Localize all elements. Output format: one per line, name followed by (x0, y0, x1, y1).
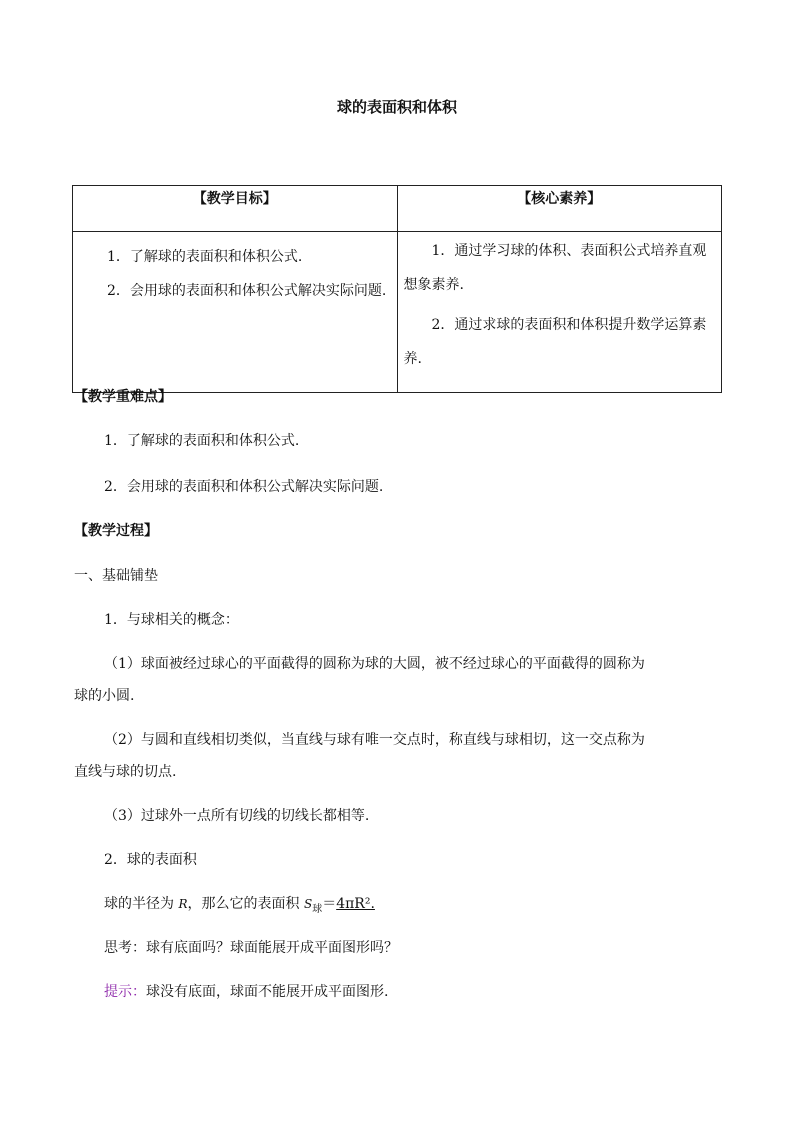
formula-middle-text: ，那么它的表面积 (187, 896, 300, 912)
key-points-heading: 【教学重难点】 (74, 389, 172, 405)
key-point-item: 2．会用球的表面积和体积公式解决实际问题. (104, 479, 384, 495)
hint-label: 提示： (104, 984, 146, 1000)
header-core-literacy-label: 【核心素养】 (517, 191, 602, 207)
table-header-teaching-goals (73, 186, 398, 232)
surface-area-formula (74, 893, 720, 921)
think-question: 思考：球有底面吗？球面能展开成平面图形吗？ (104, 940, 398, 956)
formula-equals: ＝ (322, 896, 337, 912)
concept-paragraph-3: （3）过球外一点所有切线的切线长都相等. (104, 808, 370, 824)
key-point-item: 1．了解球的表面积和体积公式. (104, 433, 300, 449)
concept-paragraph-2-cont: 直线与球的切点. (74, 764, 177, 780)
surface-area-heading: 2．球的表面积 (104, 852, 197, 868)
goal-item: 2．会用球的表面积和体积公式解决实际问题. (107, 283, 387, 299)
formula-prefix: 球的半径为 (104, 896, 174, 912)
goal-item: 1．了解球的表面积和体积公式. (107, 249, 303, 265)
table-header-core-literacy (397, 186, 722, 232)
formula-end: . (370, 896, 375, 912)
process-heading: 【教学过程】 (74, 523, 158, 539)
literacy-item: 1．通过学习球的体积、表面积公式培养直观想象素养. (403, 243, 707, 293)
core-literacy-cell (397, 232, 722, 393)
hint-text: 球没有底面，球面不能展开成平面图形. (146, 984, 389, 1000)
goals-table (72, 185, 722, 393)
concept-paragraph-1-cont: 球的小圆. (74, 688, 135, 704)
concept-heading: 1．与球相关的概念： (104, 612, 239, 628)
teaching-goals-cell (73, 232, 398, 393)
hint-line (74, 981, 720, 1003)
formula-value: 4πR² (336, 896, 371, 912)
header-teaching-goals-label: 【教学目标】 (192, 191, 277, 207)
formula-radius-symbol: R (178, 897, 188, 911)
formula-area-symbol: S (303, 897, 313, 911)
section-heading: 一、基础铺垫 (74, 568, 158, 584)
formula-answer (336, 896, 375, 912)
formula-subscript: 球 (312, 903, 323, 915)
literacy-item: 2．通过求球的表面积和体积提升数学运算素养. (403, 317, 707, 367)
document-title: 球的表面积和体积 (336, 98, 457, 116)
concept-paragraph-1: （1）球面被经过球心的平面截得的圆称为球的大圆，被不经过球心的平面截得的圆称为 (104, 656, 645, 672)
concept-paragraph-2: （2）与圆和直线相切类似，当直线与球有唯一交点时，称直线与球相切，这一交点称为 (104, 732, 645, 748)
